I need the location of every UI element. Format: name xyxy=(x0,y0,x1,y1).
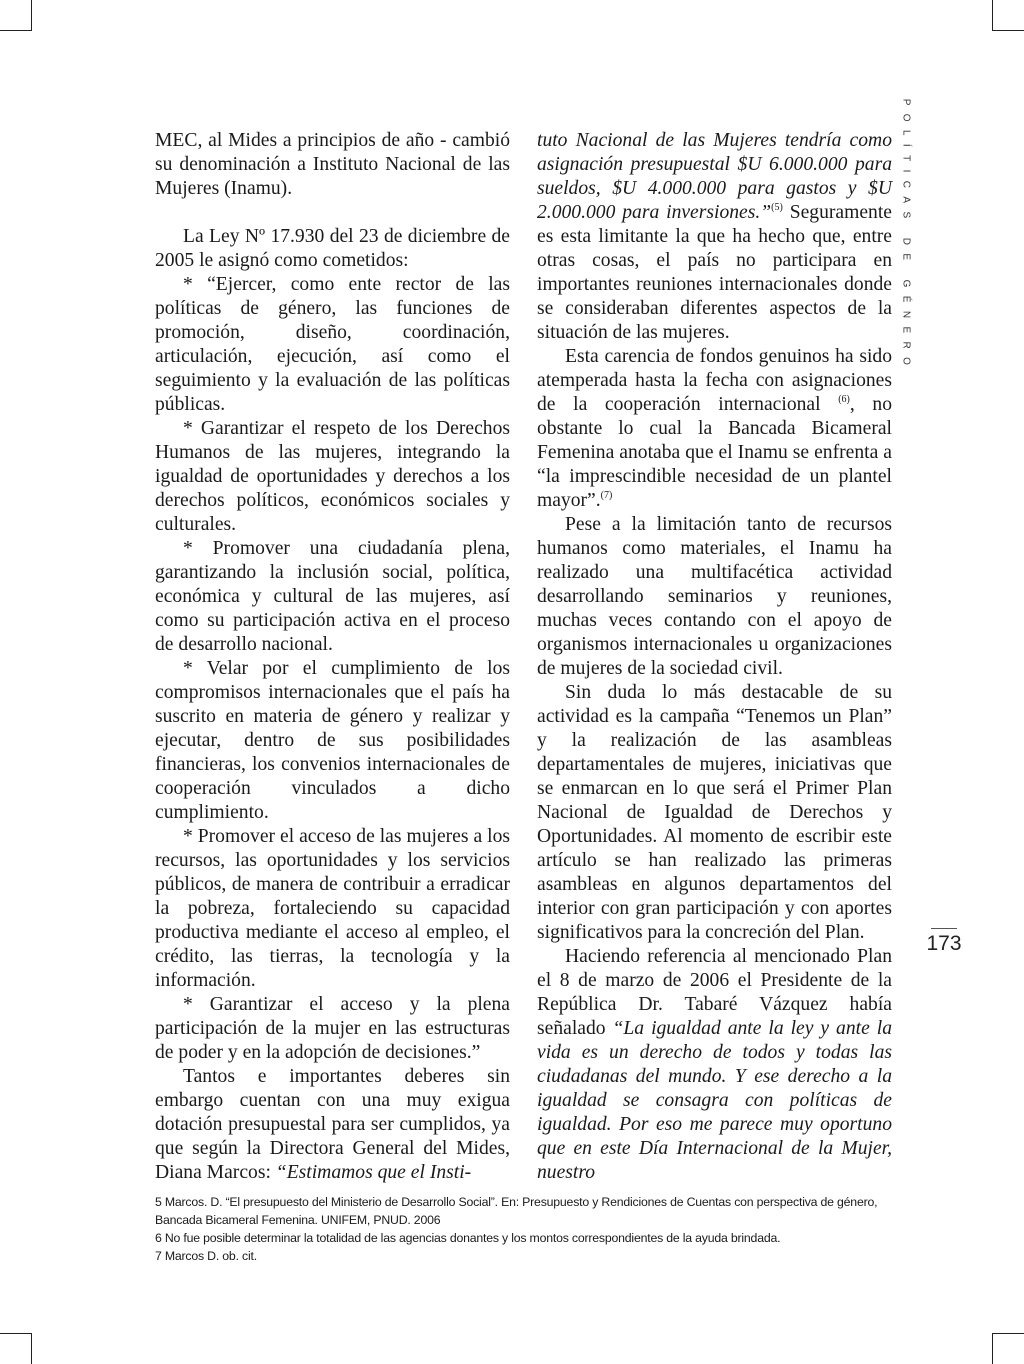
footnote: 6 No fue posible determinar la totalidad de las agencias donantes y los montos correspondientes de la ayuda brindada. xyxy=(155,1231,781,1245)
crop-mark-bottom-left xyxy=(31,1333,32,1364)
folio-rule xyxy=(931,928,957,929)
paragraph: Sin duda lo más destacable de su actividad es la campaña “Tenemos un Plan” y la realización de las asambleas departamentales de mujeres, iniciativas que se enmarcan en lo que será el Primer Plan Nacional de Igualdad de Derechos y Oportunidades. Al momento de escribir este artículo se han realizado las primeras asambleas en algunos departamentos del interior con gran participación y con aportes significativos para la concreción del Plan. xyxy=(537,682,892,943)
crop-mark-top-left xyxy=(31,0,32,31)
quote: “La igualdad ante la ley y ante la vida es un derecho de todos y todas las ciudadanas del mundo. Y ese derecho a la igualdad se consagra con políticas de igualdad. Por eso me parece muy oportuno que en este Día Internacional de la Mujer, nuestro xyxy=(537,1018,892,1183)
quote: tuto Nacional de las Mujeres tendría como asignación presupuestal $U 6.000.000 para sueldos, $U 4.000.000 para gastos y $U 2.000.000 para inversiones.” xyxy=(537,130,892,223)
paragraph: MEC, al Mides a principios de año - cambió su denominación a Instituto Nacional de las Mujeres (Inamu). xyxy=(155,130,510,199)
paragraph xyxy=(155,1065,510,1185)
running-head: POLÍTICAS DE GÉNERO xyxy=(900,98,912,374)
list-item: * Velar por el cumplimiento de los compromisos internacionales que el país ha suscrito en materia de género y realizar y ejecutar, dentro de sus posibilidades financieras, los convenios internacionales de cooperación vinculados a dicho cumplimiento. xyxy=(155,658,510,823)
paragraph: La Ley Nº 17.930 del 23 de diciembre de 2005 le asignó como cometidos: xyxy=(155,226,510,271)
list-item: * Promover el acceso de las mujeres a los recursos, las oportunidades y los servicios públicos, de manera de contribuir a erradicar la pobreza, fortaleciendo su capacidad productiva mediante el acceso al empleo, el crédito, las tierras, la tecnología y la información. xyxy=(155,826,510,991)
footnotes xyxy=(155,1193,895,1265)
paragraph: Pese a la limitación tanto de recursos humanos como materiales, el Inamu ha realizado una multifacética actividad desarrollando seminarios y reuniones, muchas veces contando con el apoyo de organismos internacionales u organizaciones de mujeres de la sociedad civil. xyxy=(537,514,892,679)
paragraph-text: Haciendo referencia al mencionado Plan el 8 de marzo de 2006 el Presidente de la República Dr. Tabaré Vázquez había señalado xyxy=(537,946,892,1039)
left-column xyxy=(155,129,510,1185)
footnote: 7 Marcos D. ob. cit. xyxy=(155,1249,257,1263)
paragraph-text: Seguramente es esta limitante la que ha hecho que, entre otras cosas, el país no participara en importantes reuniones internacionales donde se consideraban diferentes aspectos de la situación de las mujeres. xyxy=(537,202,892,343)
crop-mark-bottom-right xyxy=(992,1333,1024,1334)
page-number: 173 xyxy=(926,932,962,955)
paragraph-text: Tantos e importantes deberes sin embargo cuentan con una muy exigua dotación presupuestal para ser cumplidos, ya que según la Directora General del Mides, Diana Marcos: xyxy=(155,1066,510,1183)
list-item: * “Ejercer, como ente rector de las políticas de género, las funciones de promoción, diseño, coordinación, articulación, ejecución, así como el seguimiento y la evaluación de las políticas públicas. xyxy=(155,274,510,415)
paragraph xyxy=(537,945,892,1185)
footnote: 5 Marcos. D. “El presupuesto del Ministerio de Desarrollo Social”. En: Presupuesto y Rendiciones de Cuentas con perspectiva de género, Bancada Bicameral Femenina. UNIFEM, PNUD. 2006 xyxy=(155,1195,878,1227)
footnote-ref: (5) xyxy=(771,202,783,213)
footnote-ref: (7) xyxy=(600,490,613,501)
paragraph xyxy=(537,345,892,513)
crop-mark-bottom-left xyxy=(0,1333,32,1334)
footnote-ref: (6) xyxy=(838,394,850,405)
paragraph-text: , no obstante lo cual la Bancada Bicameral Femenina anotaba que el Inamu se enfrenta a “la imprescindible necesidad de un plantel mayor”. xyxy=(537,394,893,511)
paragraph xyxy=(537,129,892,345)
list-item: * Garantizar el respeto de los Derechos Humanos de las mujeres, integrando la igualdad de oportunidades y derechos a los derechos políticos, económicos sociales y culturales. xyxy=(155,418,510,535)
crop-mark-top-right xyxy=(992,0,993,31)
crop-mark-top-right xyxy=(992,30,1024,31)
list-item: * Promover una ciudadanía plena, garantizando la inclusión social, política, económica y cultural de las mujeres, así como su participación activa en el proceso de desarrollo nacional. xyxy=(155,538,510,655)
right-column xyxy=(537,129,892,1185)
crop-mark-top-left xyxy=(0,30,32,31)
list-item: * Garantizar el acceso y la plena participación de la mujer en las estructuras de poder y en la adopción de decisiones.” xyxy=(155,994,510,1063)
paragraph-text: Esta carencia de fondos genuinos ha sido atemperada hasta la fecha con asignaciones de la cooperación internacional xyxy=(537,346,892,415)
crop-mark-bottom-right xyxy=(992,1333,993,1364)
quote: “Estimamos que el Insti- xyxy=(275,1162,472,1183)
